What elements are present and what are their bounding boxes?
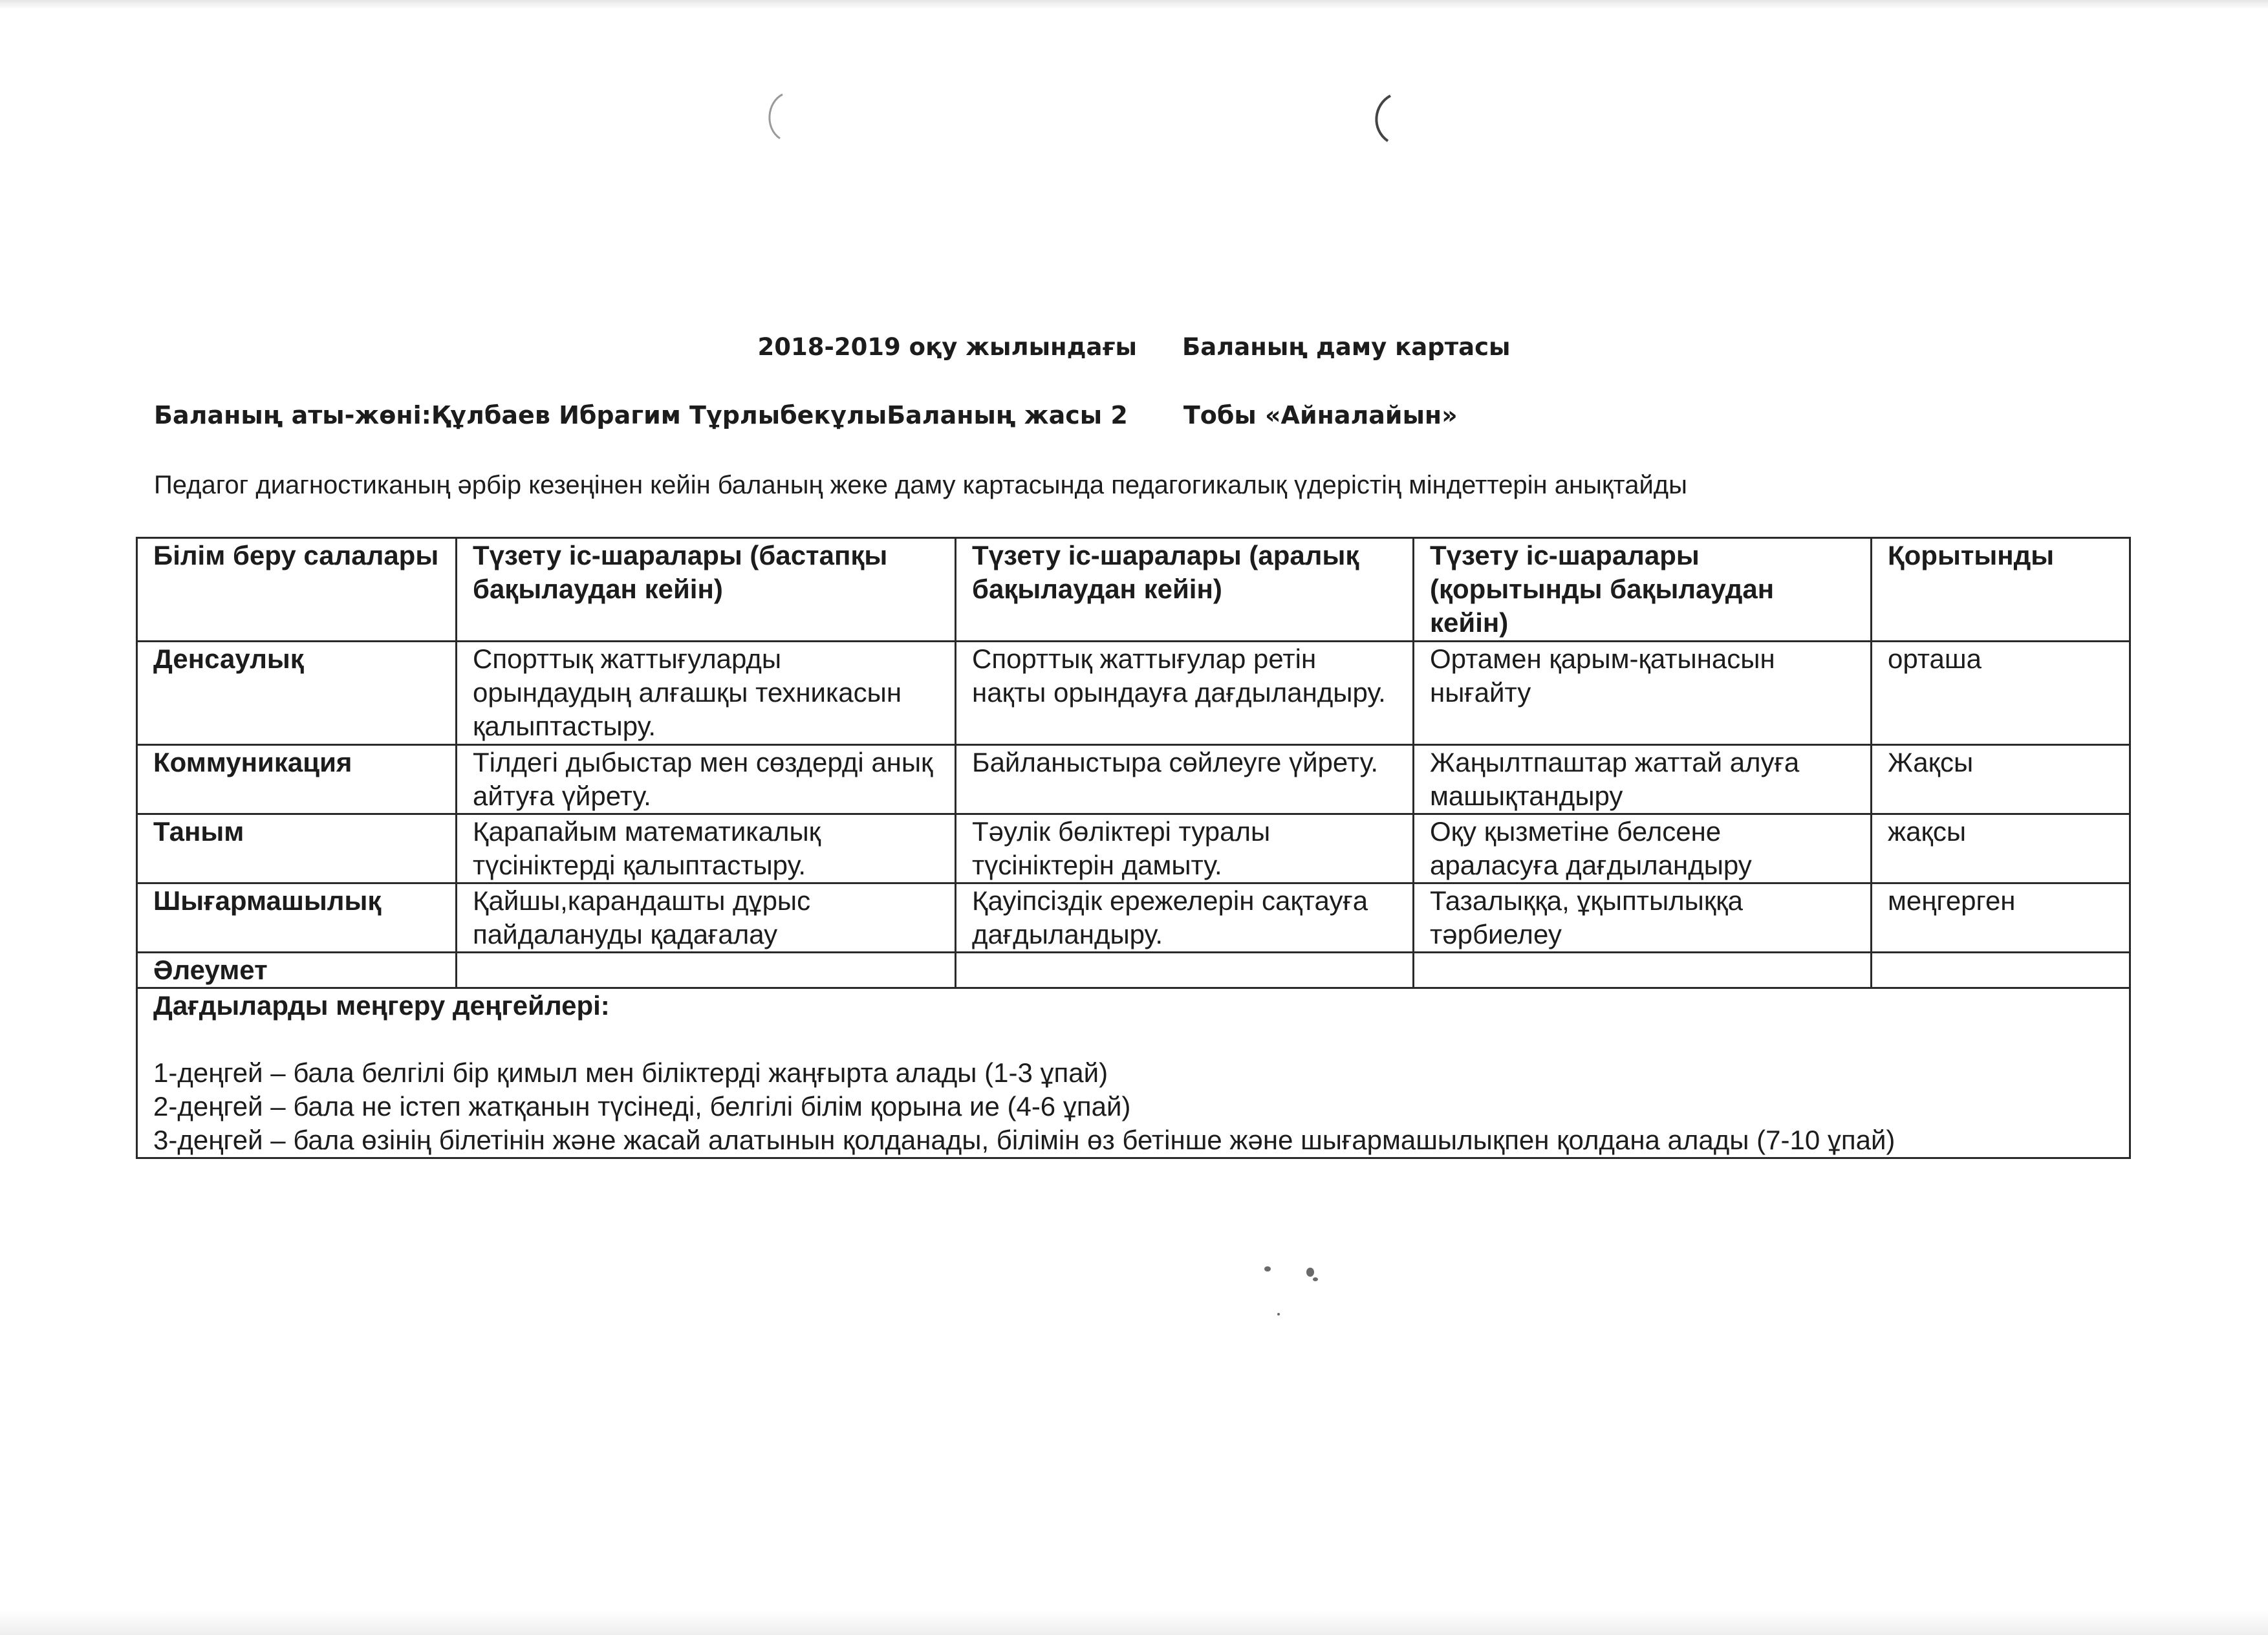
table-row: [137, 883, 2130, 953]
row-initial: Спорттық жаттығуларды орындаудың алғашқы техникасын қалыптастыру.: [457, 642, 956, 745]
table-row: [137, 953, 2130, 988]
scan-edge-top: [0, 0, 2268, 9]
row-middle: Спорттық жаттығулар ретін нақты орындауға дағдыландыру.: [956, 642, 1414, 745]
row-middle: [956, 953, 1414, 988]
child-name-and-age: Баланың аты-жөні:Құлбаев Ибрагим ТұрлыбекұлыБаланың жасы 2: [154, 401, 1128, 429]
intro-text: Педагог диагностиканың әрбір кезеңінен кейін баланың жеке даму картасында педагогикалық үдерістің міндеттерін анықтайды: [154, 471, 1687, 499]
development-map-table: [136, 537, 2131, 1159]
row-final: Жаңылтпаштар жаттай алуға машықтандыру: [1414, 745, 1872, 814]
row-result: орташа: [1872, 642, 2130, 745]
levels-gap: [153, 1023, 2113, 1056]
row-area: Денсаулық: [137, 642, 457, 745]
row-final: Оқу қызметіне белсене араласуға дағдыландыру: [1414, 814, 1872, 883]
row-initial: [457, 953, 956, 988]
scan-speck: [1264, 1266, 1271, 1272]
scan-speck: [1277, 1313, 1280, 1316]
table-row: [137, 814, 2130, 883]
level-item: 2-деңгей – бала не істеп жатқанын түсінеді, белгілі білім қорына ие (4-6 ұпай): [153, 1091, 1131, 1121]
row-final: Тазалыққа, ұқыптылыққа тәрбиелеу: [1414, 883, 1872, 953]
row-area: Әлеумет: [137, 953, 457, 988]
row-initial: Тілдегі дыбыстар мен сөздерді анық айтуға үйрету.: [457, 745, 956, 814]
header-result: Қорытынды: [1872, 538, 2130, 642]
row-initial: Қайшы,карандашты дұрыс пайдалануды қадағалау: [457, 883, 956, 953]
child-group: Тобы «Айналайын»: [1183, 401, 1458, 429]
row-result: жақсы: [1872, 814, 2130, 883]
level-item: 3-деңгей – бала өзінің білетінін және жасай алатынын қолданады, білімін өз бетінше және шығармашылықпен қолдана алады (7-10 ұпай): [153, 1125, 1895, 1155]
row-final: [1414, 953, 1872, 988]
scan-speck: [1313, 1277, 1318, 1281]
row-result: [1872, 953, 2130, 988]
child-info: [154, 401, 1458, 429]
table-header-row: [137, 538, 2130, 642]
levels-cell: [137, 988, 2130, 1158]
punch-hole-mark-left: [758, 91, 788, 142]
row-area: Шығармашылық: [137, 883, 457, 953]
row-result: Жақсы: [1872, 745, 2130, 814]
row-middle: Тәулік бөліктері туралы түсініктерін дамыту.: [956, 814, 1414, 883]
header-initial-correction: Түзету іс-шаралары (бастапқы бақылаудан кейін): [457, 538, 956, 642]
levels-row: [137, 988, 2130, 1158]
header-education-areas: Білім беру салалары: [137, 538, 457, 642]
row-middle: Байланыстыра сөйлеуге үйрету.: [956, 745, 1414, 814]
row-initial: Қарапайым математикалық түсініктерді қалыптастыру.: [457, 814, 956, 883]
row-area: Коммуникация: [137, 745, 457, 814]
row-area: Таным: [137, 814, 457, 883]
header-middle-correction: Түзету іс-шаралары (аралық бақылаудан кейін): [956, 538, 1414, 642]
row-middle: Қауіпсіздік ережелерін сақтауға дағдыландыру.: [956, 883, 1414, 953]
row-final: Ортамен қарым-қатынасын нығайту: [1414, 642, 1872, 745]
title-year: 2018-2019 оқу жылындағы: [757, 333, 1138, 361]
table-row: [137, 642, 2130, 745]
header-final-correction: Түзету іс-шаралары (қорытынды бақылаудан кейін): [1414, 538, 1872, 642]
levels-title: Дағдыларды меңгеру деңгейлері:: [153, 990, 610, 1021]
document-title: [0, 333, 2268, 361]
title-name: Баланың даму картасы: [1182, 333, 1511, 361]
punch-hole-mark-right: [1366, 92, 1396, 144]
scan-speck: [1306, 1268, 1314, 1277]
row-result: меңгерген: [1872, 883, 2130, 953]
scan-edge-bottom: [0, 1610, 2268, 1635]
table-row: [137, 745, 2130, 814]
level-item: 1-деңгей – бала белгілі бір қимыл мен біліктерді жаңғырта алады (1-3 ұпай): [153, 1057, 1108, 1088]
